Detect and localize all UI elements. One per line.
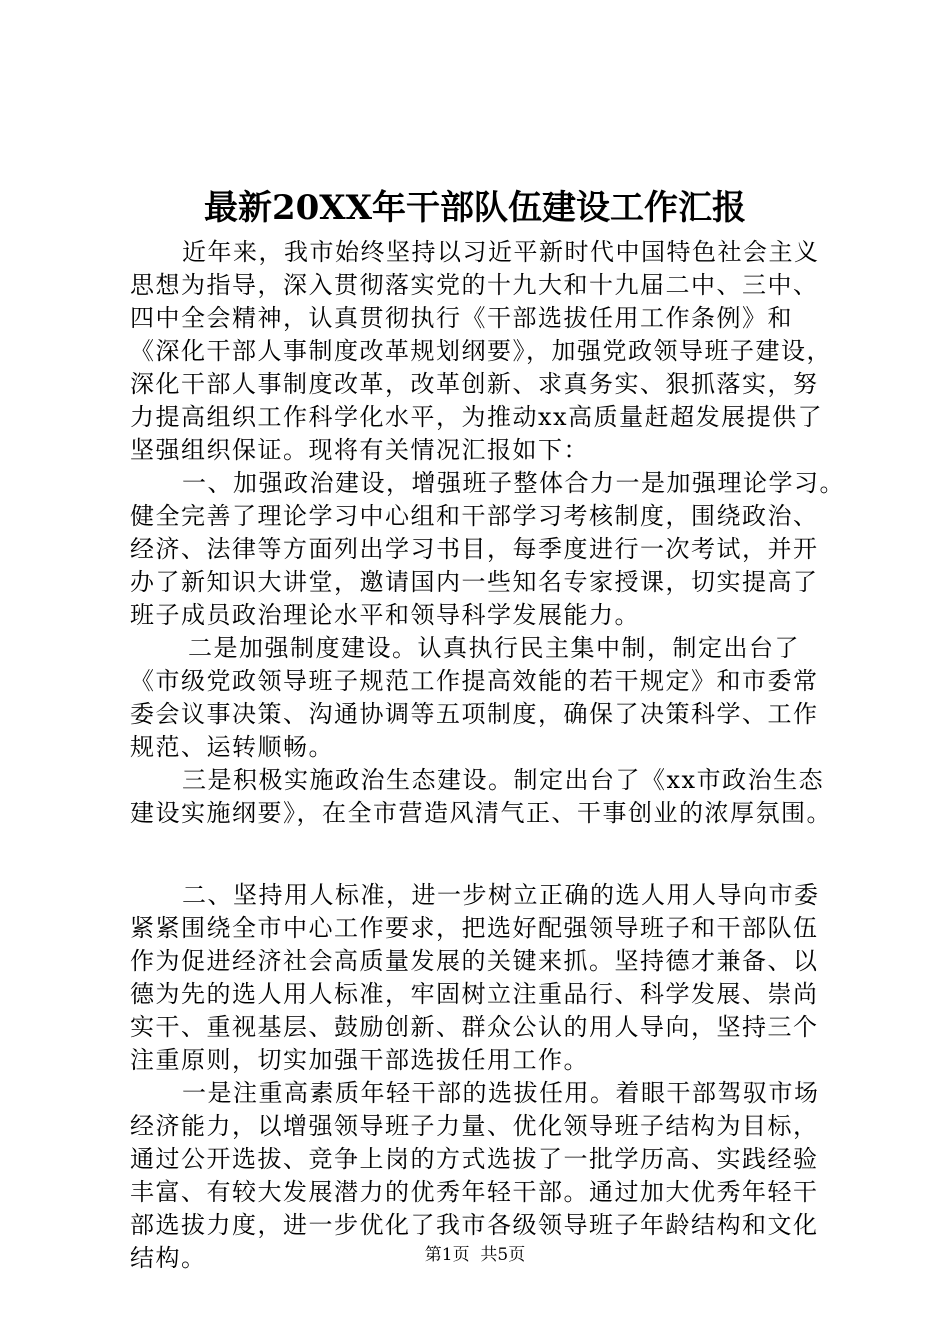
paragraph-line: 坚强组织保证。现将有关情况汇报如下： (130, 436, 589, 464)
paragraph-line: 班子成员政治理论水平和领导科学发展能力。 (130, 601, 640, 629)
paragraph-line: 建设实施纲要》，在全市营造风清气正、干事创业的浓厚氛围。 (130, 799, 832, 827)
paragraph-line: 深化干部人事制度改革，改革创新、求真务实、狠抓落实，努 (130, 370, 819, 398)
paragraph-line: 作为促进经济社会高质量发展的关键来抓。坚持德才兼备、以 (130, 947, 819, 975)
page-number-footer: 第1页 共5页 (424, 1245, 526, 1265)
document-title: 最新20XX年干部队伍建设工作汇报 (203, 188, 747, 228)
section-heading-line: 一、加强政治建设，增强班子整体合力一是加强理论学习。 (182, 469, 845, 497)
paragraph-line: 三是积极实施政治生态建设。制定出台了《xx市政治生态 (182, 766, 825, 794)
document-body (130, 236, 850, 1275)
paragraph-line: 《市级党政领导班子规范工作提高效能的若干规定》和市委常 (130, 667, 819, 695)
paragraph-line: 紧紧围绕全市中心工作要求，把选好配强领导班子和干部队伍 (130, 914, 819, 942)
paragraph-line: 近年来，我市始终坚持以习近平新时代中国特色社会主义 (182, 238, 820, 266)
paragraph-line: 丰富、有较大发展潜力的优秀年轻干部。通过加大优秀年轻干 (130, 1178, 819, 1206)
paragraph-line: 结构。 (130, 1244, 207, 1272)
paragraph-line: 思想为指导，深入贯彻落实党的十九大和十九届二中、三中、 (130, 271, 819, 299)
paragraph-line: 四中全会精神，认真贯彻执行《干部选拔任用工作条例》和 (130, 304, 793, 332)
paragraph-line: 力提高组织工作科学化水平，为推动xx高质量赶超发展提供了 (130, 403, 824, 431)
paragraph-line: 健全完善了理论学习中心组和干部学习考核制度，围绕政治、 (130, 502, 819, 530)
paragraph-line: 实干、重视基层、鼓励创新、群众公认的用人导向，坚持三个 (130, 1013, 819, 1041)
paragraph-gap (130, 830, 850, 879)
paragraph-line: 办了新知识大讲堂，邀请国内一些知名专家授课，切实提高了 (130, 568, 819, 596)
paragraph-line: 一是注重高素质年轻干部的选拔任用。着眼干部驾驭市场 (182, 1079, 820, 1107)
paragraph-line: 注重原则，切实加强干部选拔任用工作。 (130, 1046, 589, 1074)
paragraph-line: 规范、运转顺畅。 (130, 733, 334, 761)
paragraph-line: 二是加强制度建设。认真执行民主集中制，制定出台了 (188, 634, 800, 662)
paragraph-line: 德为先的选人用人标准，牢固树立注重品行、科学发展、崇尚 (130, 980, 819, 1008)
paragraph-line: 《深化干部人事制度改革规划纲要》，加强党政领导班子建设， (130, 337, 832, 365)
paragraph-line: 委会议事决策、沟通协调等五项制度，确保了决策科学、工作 (130, 700, 819, 728)
paragraph-line: 部选拔力度，进一步优化了我市各级领导班子年龄结构和文化 (130, 1211, 819, 1239)
paragraph-line: 通过公开选拔、竞争上岗的方式选拔了一批学历高、实践经验 (130, 1145, 819, 1173)
section-heading-line: 二、坚持用人标准，进一步树立正确的选人用人导向市委 (182, 881, 820, 909)
paragraph-line: 经济能力，以增强领导班子力量、优化领导班子结构为目标， (130, 1112, 819, 1140)
paragraph-line: 经济、法律等方面列出学习书目，每季度进行一次考试，并开 (130, 535, 819, 563)
